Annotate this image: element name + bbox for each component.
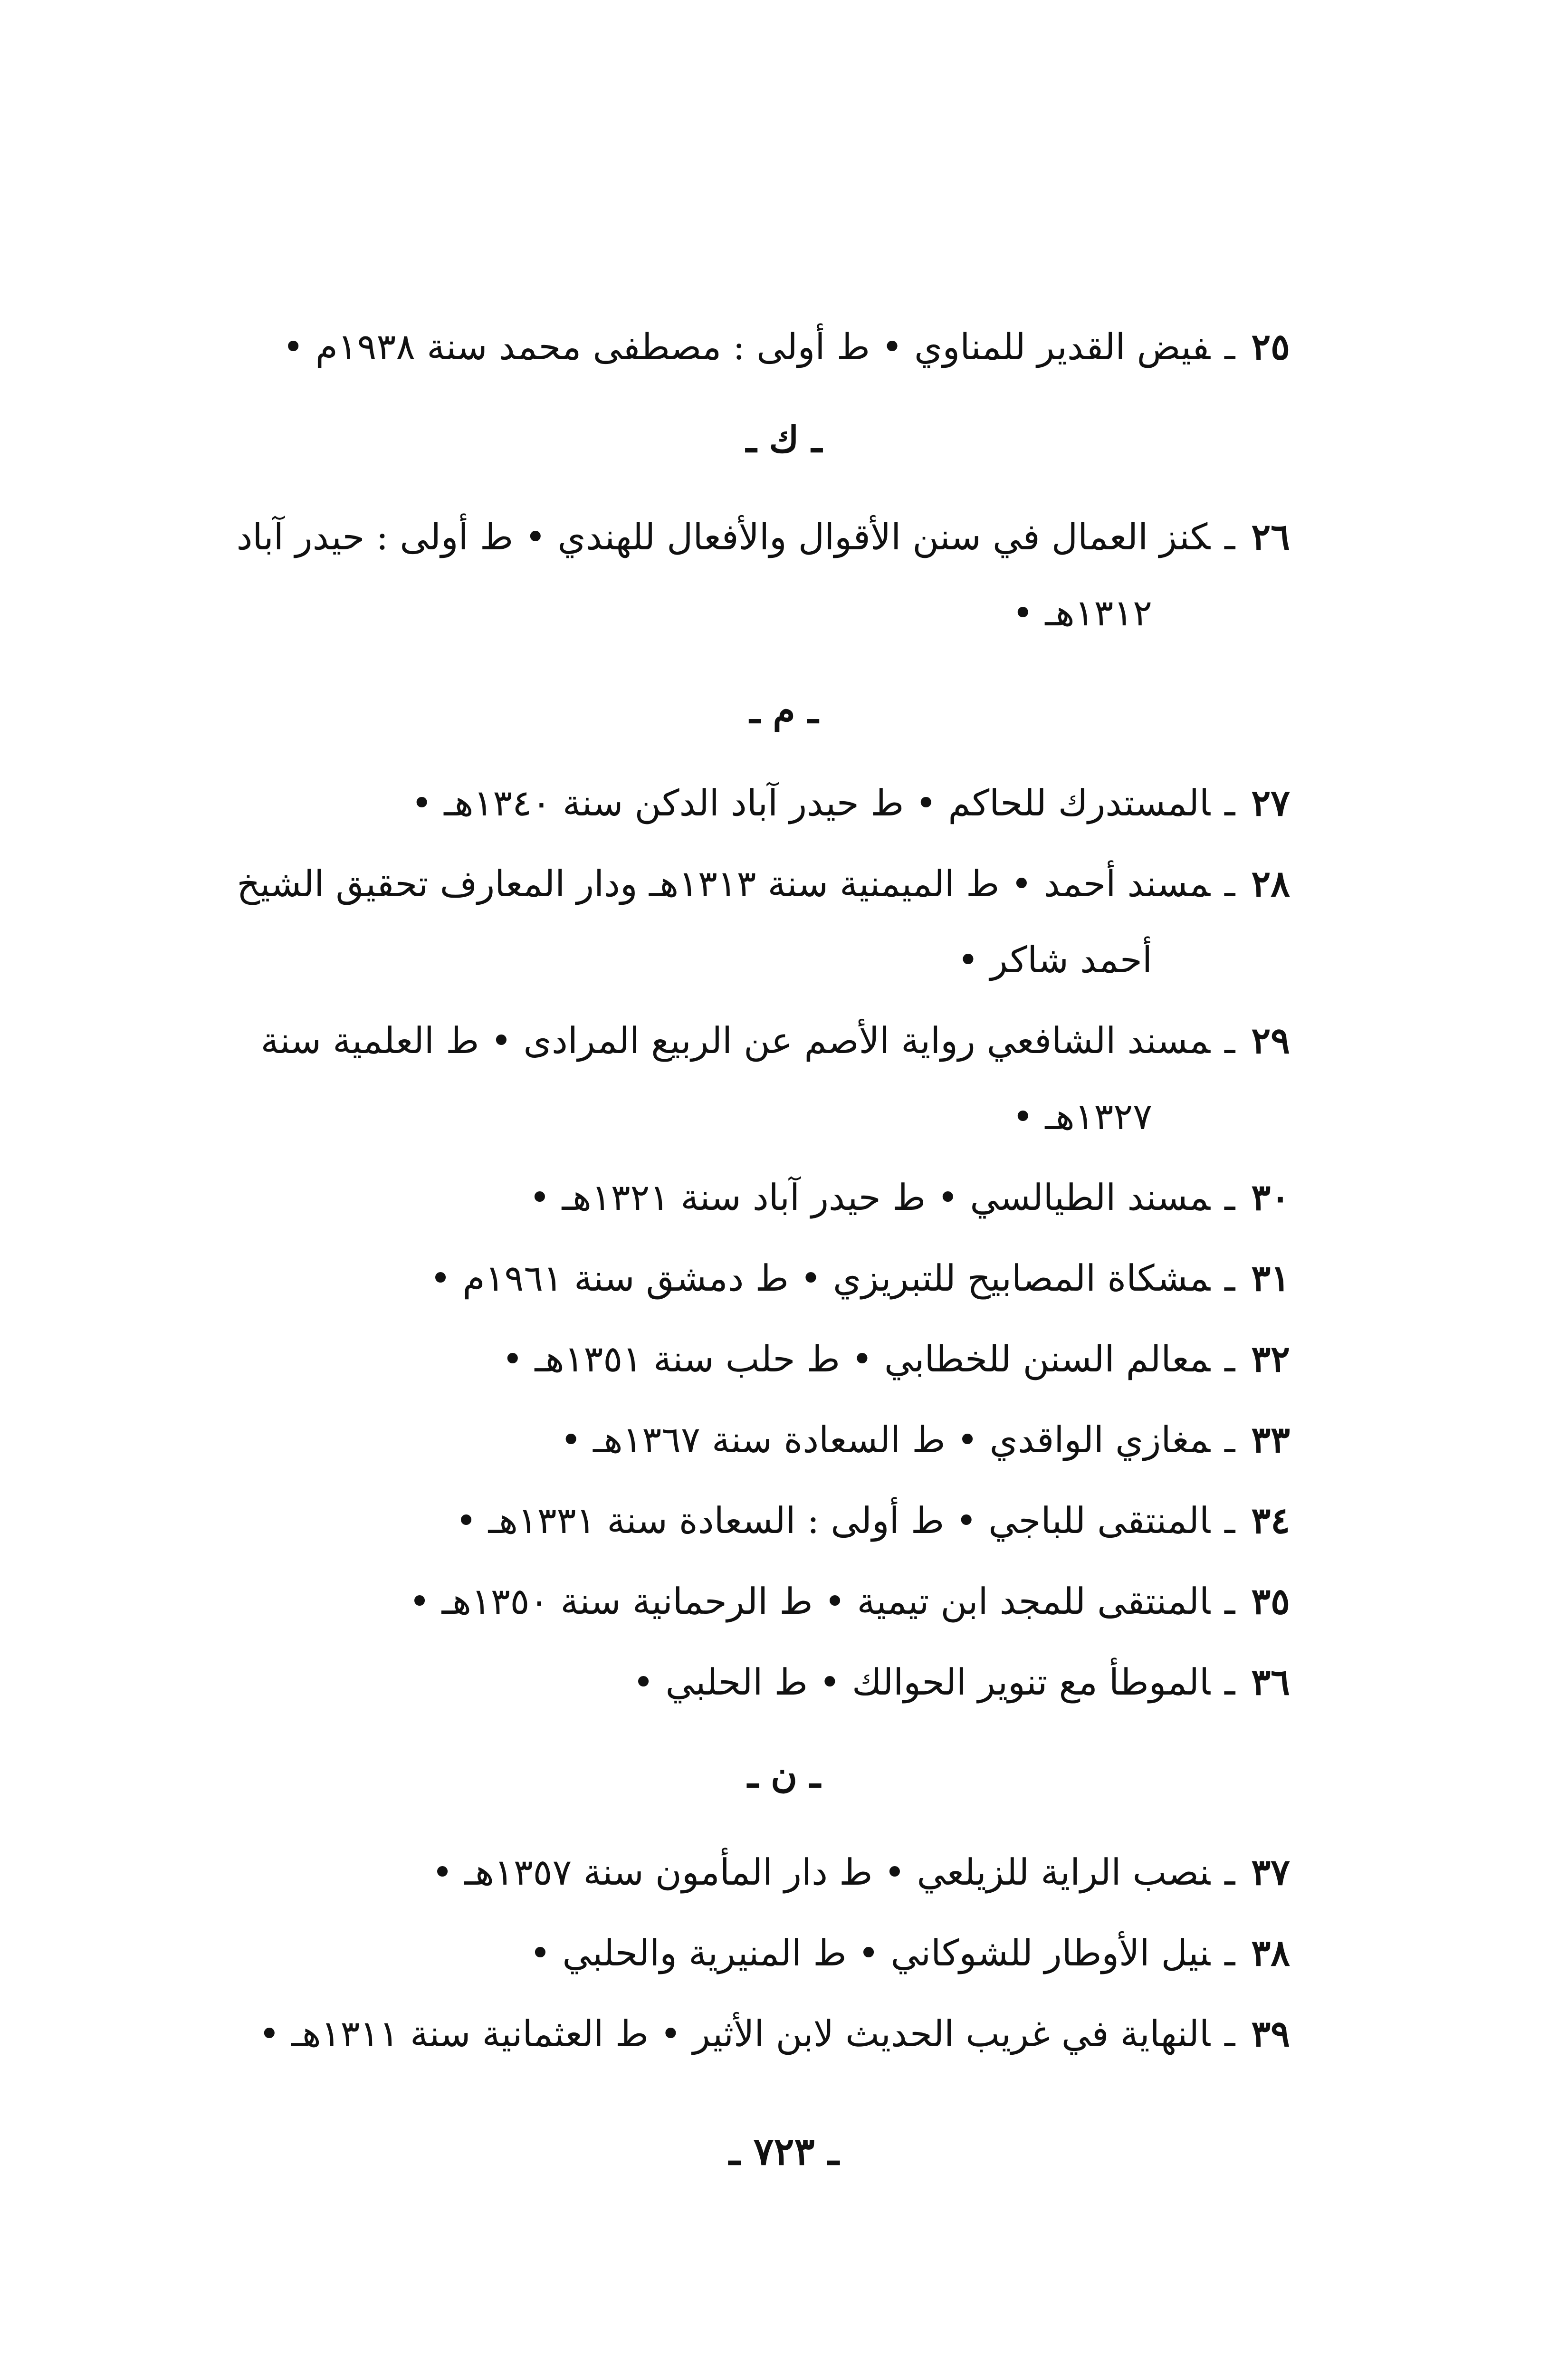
entry-number: ٢٦: [1251, 516, 1290, 558]
section-letter-kaf: ـ ك ـ: [746, 418, 822, 460]
entry-dash: ـ: [1224, 516, 1235, 558]
entry-dash: ـ: [1224, 1580, 1235, 1622]
entry-continuation: أحمد شاكر •: [957, 939, 1152, 981]
bibliography-entry: [409, 1563, 1290, 1639]
entry-continuation: ١٣١٢هـ •: [1012, 592, 1152, 634]
bibliography-entry: [502, 1321, 1290, 1397]
entry-text: مسند أحمد • ط الميمنية سنة ١٣١٣هـ ودار المعارف تحقيق الشيخ: [237, 862, 1211, 905]
entry-text: فيض القدير للمناوي • ط أولى : مصطفى محمد سنة ١٩٣٨م •: [282, 326, 1211, 368]
entry-dash: ـ: [1224, 1338, 1235, 1380]
entry-number: ٣٨: [1251, 1932, 1290, 1974]
entry-dash: ـ: [1224, 862, 1235, 905]
bibliography-entry: [261, 1003, 1290, 1155]
entry-number: ٣٠: [1251, 1176, 1290, 1218]
entry-text: الموطأ مع تنوير الحوالك • ط الحلبي •: [632, 1661, 1211, 1703]
section-letter-mim: ـ م ـ: [749, 689, 819, 731]
entry-text: المستدرك للحاكم • ط حيدر آباد الدكن سنة ١٣٤٠هـ •: [411, 782, 1211, 824]
entry-text: المنتقى للمجد ابن تيمية • ط الرحمانية سنة ١٣٥٠هـ •: [409, 1580, 1211, 1622]
entry-dash: ـ: [1224, 1932, 1235, 1974]
entry-dash: ـ: [1224, 1019, 1235, 1062]
entry-text: نصب الراية للزيلعي • ط دار المأمون سنة ١٣٥٧هـ •: [431, 1851, 1211, 1893]
entry-number: ٢٨: [1251, 862, 1290, 905]
page-number: ـ ٧٢٣ ـ: [729, 2129, 839, 2174]
section-letter-nun: ـ ن ـ: [747, 1753, 821, 1796]
entry-number: ٣١: [1251, 1257, 1290, 1299]
entry-number: ٣٦: [1251, 1661, 1290, 1703]
entry-dash: ـ: [1224, 1499, 1235, 1542]
entry-dash: ـ: [1224, 1851, 1235, 1893]
bibliography-entry: [258, 1996, 1290, 2072]
entry-dash: ـ: [1224, 1257, 1235, 1299]
entry-number: ٢٧: [1251, 782, 1290, 824]
entry-number: ٣٢: [1251, 1338, 1290, 1380]
bibliography-entry: [432, 1834, 1290, 1910]
bibliography-entry: [530, 1915, 1290, 1991]
entry-text: مسند الشافعي رواية الأصم عن الربيع المرادى • ط العلمية سنة: [260, 1019, 1211, 1062]
entry-dash: ـ: [1224, 1176, 1235, 1218]
bibliography-entry: [430, 1240, 1290, 1316]
entry-text: مغازي الواقدي • ط السعادة سنة ١٣٦٧هـ •: [560, 1418, 1211, 1461]
bibliography-entry: [283, 309, 1290, 385]
bibliography-entry: [529, 1159, 1290, 1236]
bibliography-entry: [237, 499, 1290, 651]
entry-text: مسند الطيالسي • ط حيدر آباد سنة ١٣٢١هـ •: [529, 1176, 1211, 1218]
bibliography-entry: [560, 1402, 1290, 1478]
bibliography-entry: [411, 765, 1290, 841]
entry-dash: ـ: [1224, 1418, 1235, 1461]
entry-text: نيل الأوطار للشوكاني • ط المنيرية والحلبي •: [529, 1932, 1211, 1974]
entry-text: معالم السنن للخطابي • ط حلب سنة ١٣٥١هـ •: [502, 1338, 1211, 1380]
entry-number: ٣٤: [1251, 1499, 1290, 1542]
entry-number: ٣٣: [1251, 1418, 1290, 1461]
entry-text: مشكاة المصابيح للتبريزي • ط دمشق سنة ١٩٦١م •: [430, 1257, 1211, 1299]
bibliography-entry: [237, 846, 1290, 998]
entry-number: ٢٩: [1251, 1019, 1290, 1062]
entry-number: ٣٥: [1251, 1580, 1290, 1622]
bibliography-entry: [456, 1483, 1290, 1559]
entry-text: كنز العمال في سنن الأقوال والأفعال للهندي • ط أولى : حيدر آباد: [236, 516, 1211, 558]
bibliography-entry: [633, 1644, 1290, 1720]
entry-dash: ـ: [1224, 1661, 1235, 1703]
entry-number: ٣٩: [1251, 2012, 1290, 2055]
entry-number: ٣٧: [1251, 1851, 1290, 1893]
entry-text: النهاية في غريب الحديث لابن الأثير • ط العثمانية سنة ١٣١١هـ •: [258, 2012, 1211, 2055]
entry-text: المنتقى للباجي • ط أولى : السعادة سنة ١٣٣١هـ •: [455, 1499, 1211, 1542]
entry-number: ٢٥: [1251, 326, 1290, 368]
entry-continuation: ١٣٢٧هـ •: [1012, 1095, 1152, 1138]
entry-dash: ـ: [1224, 2012, 1235, 2055]
entry-dash: ـ: [1224, 782, 1235, 824]
entry-dash: ـ: [1224, 326, 1235, 368]
